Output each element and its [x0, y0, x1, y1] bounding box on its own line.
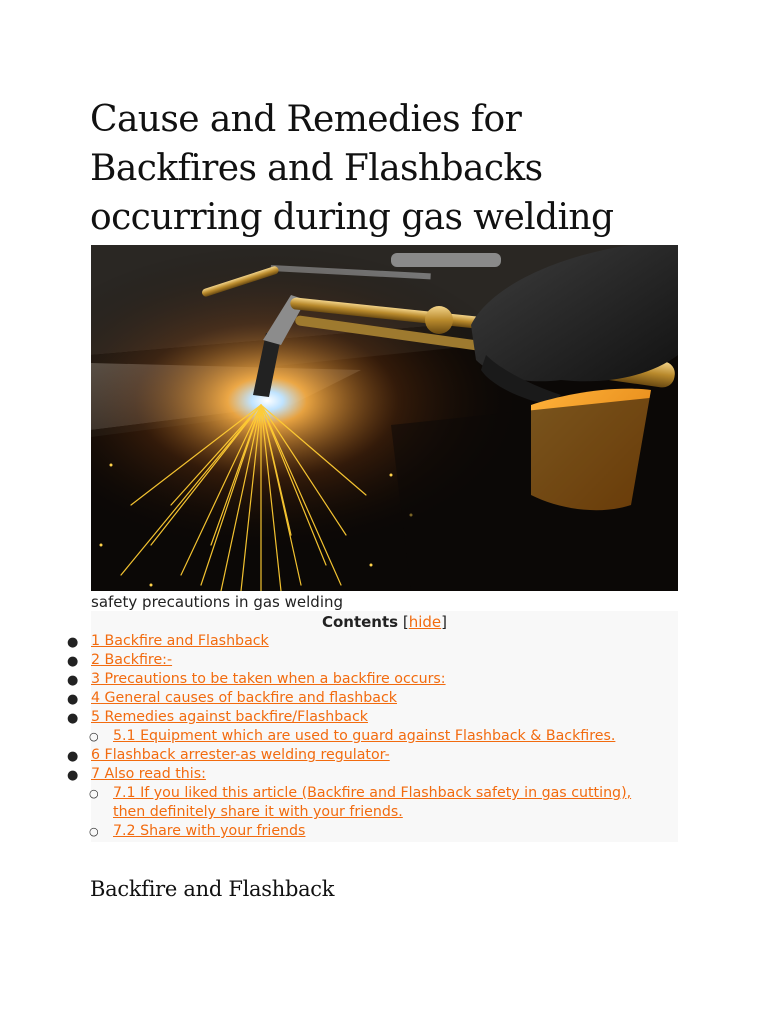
toc-link-also-read[interactable]: 7 Also read this:: [91, 766, 206, 782]
toc-hide-link[interactable]: hide: [408, 613, 442, 631]
article-title: Cause and Remedies for Backfires and Flashbacks occurring during gas welding: [90, 99, 614, 238]
toc-link-if-you-liked[interactable]: 7.1 If you liked this article (Backfire and Flashback safety in gas cutting),: [113, 785, 632, 801]
welding-photo: [91, 245, 678, 591]
toc-item: [67, 708, 368, 727]
bullet-circle: ○: [89, 825, 99, 838]
bullet-disc: ●: [67, 711, 79, 726]
bullet-disc: ●: [67, 749, 79, 764]
toc-item: [67, 765, 206, 784]
toc-item: [67, 670, 446, 689]
toc-item: [67, 651, 173, 670]
toc-item: [67, 632, 269, 651]
toc-link-remedies[interactable]: 5 Remedies against backfire/Flashback: [91, 709, 368, 725]
toc-link-backfire[interactable]: 2 Backfire:-: [91, 652, 173, 668]
toc-subitem: [89, 727, 616, 746]
bullet-disc: ●: [67, 768, 79, 783]
bullet-disc: ●: [67, 654, 79, 669]
toc-header: [91, 613, 678, 631]
toc-link-backfire-and-flashback[interactable]: 1 Backfire and Flashback: [91, 633, 269, 649]
toc-link-equipment[interactable]: 5.1 Equipment which are used to guard against Flashback & Backfires.: [113, 728, 616, 744]
bullet-disc: ●: [67, 673, 79, 688]
toc-link-flashback-arrester[interactable]: 6 Flashback arrester-as welding regulator-: [91, 747, 390, 763]
image-caption: safety precautions in gas welding: [91, 593, 344, 611]
toc-bracket-open: [: [402, 613, 409, 631]
toc-bracket-close: ]: [441, 613, 448, 631]
bullet-circle: ○: [89, 787, 99, 800]
toc-link-precautions[interactable]: 3 Precautions to be taken when a backfire occurs:: [91, 671, 446, 687]
toc-label: Contents: [321, 613, 399, 631]
toc-link-if-you-liked-continued[interactable]: then definitely share it with your friends.: [113, 804, 403, 820]
bullet-disc: ●: [67, 692, 79, 707]
toc-item: [67, 746, 390, 765]
toc-link-share[interactable]: 7.2 Share with your friends: [113, 823, 306, 839]
toc-item: [67, 689, 397, 708]
toc-subitem: [89, 784, 632, 803]
bullet-circle: ○: [89, 730, 99, 743]
bullet-disc: ●: [67, 635, 79, 650]
table-of-contents: [67, 611, 678, 842]
section-heading: Backfire and Flashback: [90, 877, 335, 901]
toc-subitem: [89, 822, 306, 841]
toc-link-general-causes[interactable]: 4 General causes of backfire and flashback: [91, 690, 397, 706]
toc-subitem-continued: [113, 803, 403, 822]
